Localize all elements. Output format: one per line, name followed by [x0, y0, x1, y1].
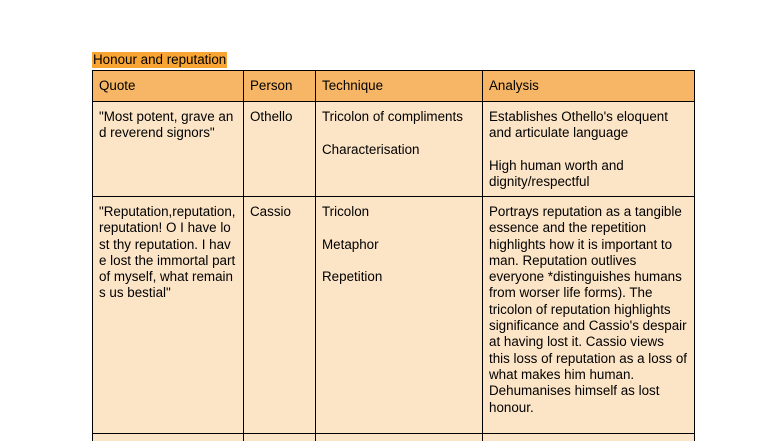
column-header-quote: [93, 71, 244, 102]
technique-item: Metaphor: [322, 236, 379, 252]
table-header-row: [93, 71, 695, 102]
column-header-label: Technique: [322, 78, 384, 93]
technique-item: Tricolon: [322, 204, 370, 219]
technique-cell: [316, 197, 483, 434]
quote-cell: [93, 434, 244, 441]
technique-cell: [316, 102, 483, 197]
technique-list: [316, 102, 482, 158]
analysis-text: [483, 102, 694, 190]
column-header-label: Analysis: [489, 78, 539, 93]
quote-cell: [93, 197, 244, 434]
technique-item: Characterisation: [322, 141, 420, 157]
person-cell: [244, 434, 316, 441]
analysis-paragraph: Portrays reputation as a tangible essence and the repetition highlights how it is important to man. Reputation outlives everyone *distinguishes humans from worser life forms). The tricolon of reputation highlights significance and Cassio's despair at having lost it. Cassio views this loss of reputation as a loss of what makes him human. Dehumanises himself as lost honour.: [489, 204, 687, 415]
table-row: [93, 197, 695, 434]
quote-text: "Most potent, grave and reverend signors": [99, 109, 234, 141]
column-header-analysis: [483, 71, 695, 102]
analysis-cell: [483, 434, 695, 441]
technique-list: [316, 197, 482, 285]
person-text: Cassio: [250, 204, 291, 219]
person-cell: [244, 197, 316, 434]
analysis-paragraph: Establishes Othello's eloquent and articulate language: [489, 109, 668, 141]
column-header-label: Person: [250, 78, 293, 93]
table-row: [93, 434, 695, 441]
quote-text: "Reputation,reputation, reputation! O I have lost thy reputation. I have lost the immortal part of myself, what remains us bestial": [99, 204, 236, 301]
document-title: Honour and reputation: [93, 52, 227, 67]
analysis-cell: [483, 102, 695, 197]
technique-item: Tricolon of compliments: [322, 109, 463, 124]
analysis-text: [483, 197, 694, 416]
analysis-paragraph: High human worth and dignity/respectful: [489, 157, 624, 190]
person-cell: [244, 102, 316, 197]
column-header-person: [244, 71, 316, 102]
analysis-table: [92, 70, 695, 441]
quote-cell: [93, 102, 244, 197]
technique-cell: [316, 434, 483, 441]
analysis-cell: [483, 197, 695, 434]
table-row: [93, 102, 695, 197]
technique-item: Repetition: [322, 269, 383, 285]
column-header-label: Quote: [99, 78, 136, 93]
column-header-technique: [316, 71, 483, 102]
person-text: Othello: [250, 109, 293, 124]
